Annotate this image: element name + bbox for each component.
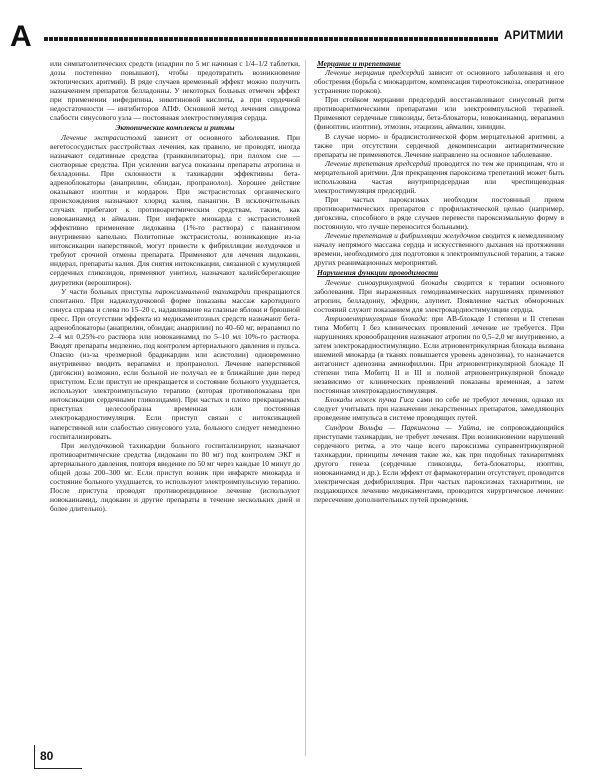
paragraph: Блокады ножек пучка Гиса сами по себе не требуют лечения, однако их следует учитывать при назначении лекарственных препаратов, замедляющих проведение импульса в системе проводящих путей.	[314, 395, 564, 423]
paragraph: При желудочковой тахикардии больного госпитализируют, назначают противоаритмические средства (лидокаин по 80 мг) под контролем ЭКГ и артериального давления, повторя введение по 50 мг через каждые 10 минут до общей дозы 200–300 мг. Если приступ возник при инфаркте миокарда и состояние больного ухудшается, то используют электроимпульсную терапию. После приступа проводят противорецидивное лечение (используют новокаинамид, лидокаин и другие препараты в течение нескольких дней и более длительно).	[50, 440, 300, 514]
header-rule	[44, 37, 498, 41]
term: пароксизмальной тахикардии	[155, 286, 251, 296]
running-title: АРИТМИИ	[504, 30, 564, 42]
paragraph: Лечение синоаурикулярной блокады сводится к терапии основного заболевания. При выраженных гемодинамических нарушениях применяют атропин, белладонну, эфедрин, алупент. Появление частых обморочных состояний служит показанием для электрокардиостимуляции сердца.	[314, 277, 564, 314]
left-column	[50, 59, 300, 759]
paragraph: Лечение трепетания предсердий проводится по тем же принципам, что и мерцательной аритмии. Для прекращения пароксизма трепетаний может быть использована частая внутрипредсердная или чреспищеводная электростимуляция предсердий.	[314, 158, 564, 195]
term: Синдром Вольфа — Паркинсона — Уайта	[325, 422, 480, 432]
paragraph: Лечение мерцания предсердий зависит от основного заболевания и его обострения (борьба с миокардитом, компенсация тиреотоксикоза, оперативное устранение пороков).	[314, 68, 564, 96]
term: Лечение трепетания и фибрилляции желудочков	[325, 231, 481, 241]
section-heading-fibrillation: Мерцание и трепетание	[317, 59, 401, 68]
footer-rule	[34, 768, 82, 769]
term: Атриовентрикулярная блокада	[325, 313, 426, 323]
column-divider	[305, 60, 306, 756]
paragraph: При частых пароксизмах необходим постоянный прием противоаритмических препаратов с профилактической целью (например, дигоксина, способного в ряде случаев перевести пароксизмальную форму в постоянную, что лучше переносится больными).	[314, 194, 564, 232]
section-heading-conduction: Нарушения функции проводимости	[317, 268, 439, 278]
paragraph: У части больных приступы пароксизмальной тахикардии прекращаются спонтанно. При наджелудочковой форме показаны массаж каротидного синуса справа и слева по 15–20 с, надавливание на глазные яблоки и брюшной пресс. При отсутствии эффекта из медикаментозных средств назначают бета-адреноблокаторы (анаприлин, обзидан; анаприлин) по 40–60 мг, верапамил по 2–4 мл 0,25%-го раствора или новокаинамид по 5–10 мл 10%-го раствора. Вводят препараты медленно, под контролем артериального давления и пульса. Опасно (из-за чрезмерной брадикардии или асистолии) одновременно внутривенно вводить верапамил и пропранолол. Лечение наперстянкой (дигоксин) возможно, если больной не получал ее в ближайшие дни перед приступом. Если приступ не прекращается и состояние больного ухудшается, используют электроимпульсную терапию (которая противопоказана при интоксикации сердечными гликозидами). При частых и плохо прекращаемых приступах целесообразна временная или постоянная электрокардиостимуляция. Если приступ связан с интоксикацией наперстянкой или слабостью синусового узла, больного следует немедленно госпитализировать.	[50, 286, 300, 441]
paragraph: При стойком мерцании предсердий восстанавливают синусовый ритм противоаритмическими препаратами или электроимпульсной терапией. Применяют сердечные гликозиды, бета-блокаторы, новокаинамид, верапамил (финоптин, изоптин), этмозин, этацизин, аймалин, хинидин.	[314, 95, 564, 132]
term: Лечение трепетания предсердий	[325, 158, 431, 168]
paragraph: В случае нормо- и брадисистолической форм мерцательной аритмии, а также при отсутствии сердечной декомпенсации антиаритмические препараты не применяются. Лечение направлено на основное заболевание.	[314, 131, 564, 159]
paragraph: или симпатолитических средств (изадрин по 5 мг начиная с 1/4–1/2 таблетки, дозы постепенно повышают), чтобы предотвратить возникновение эктопических аритмий). В ряде случаев временный эффект можно получить назначением препаратов белладонны. У некоторых больных отмечен эффект при применении нифедипина, никотиновой кислоты, а при сердечной недостаточности — ингибиторов АПФ. Основной метод лечения синдрома слабости синусового узла — постоянная электростимуляция сердца.	[50, 59, 300, 123]
right-column	[314, 59, 564, 759]
term: Лечение экстрасистолий	[61, 132, 147, 142]
paragraph: Синдром Вольфа — Паркинсона — Уайта, не сопровождающийся приступами тахикардии, не требует лечения. При возникновении нарушений сердечного ритма, а это чаще всего пароксизмы суправентрикулярной тахикардии, принципы лечения такие же, как при подобных тахиаритмиях другого генеза (сердечные гликозиды, бета-блокаторы, изоптин, новокаинамид и др.). Если эффект от фармакотерапии отсутствует, проводится электрическая дефибрилляция. При частых пароксизмах тахиаритмии, не поддающихся лечению медикаментами, проводится хирургическое лечение: пересечение дополнительных путей проведения.	[314, 422, 564, 504]
term: Лечение синоаурикулярной блокады	[325, 277, 448, 287]
term: Блокады ножек пучка Гиса	[325, 395, 415, 405]
term: Лечение мерцания предсердий	[325, 68, 425, 78]
section-letter: А	[10, 20, 32, 53]
paragraph: Лечение трепетания и фибрилляции желудочков сводится к немедленному началу непрямого массажа сердца и искусственного дыхания на протяжении времени, необходимого для подготовки к электроимпульсной терапии, а также других реанимационных мероприятий.	[314, 231, 564, 268]
paragraph: Лечение экстрасистолий зависит от основного заболевания. При вегетососудистых расстройствах лечения, как правило, не проводят, иногда назначают седативные средства (транквилизаторы), при плохом сне — снотворные средства. При усилении вагуса показаны препараты атропина и белладонны. При склонности к тахикардии эффективны бета-адреноблокаторы (анаприлин, обзидан, пропранолол). Хорошее действие оказывают изоптин и кордарон. При экстрасистолах органического происхождения назначают хлорид калия, панангин. В исключительных случаях прибегают к противоаритмическим средствам, таким, как новокаинамид и аймалин. При инфаркте миокарда с экстрасистолией эффективно применение лидокаина (1%-го раствора) с панангином внутривенно капельно. Политопные экстрасистолы, возникающие из-за интоксикации наперстянкой, могут привести к фибрилляции желудочков и требуют срочной отмены препарата. Применяют для лечения лидокаин, индерал, препараты калия. Для снятия интоксикации, связанной с кумуляцией сердечных гликозидов, применяют унитиол, назначают калийсберегающие диуретики (верошпирон).	[50, 132, 300, 287]
paragraph: Атриовентрикулярная блокада: при АВ-блокаде I степени и II степени типа Мобитц I без клинических проявлений лечение не требуется. При нарушениях кровообращения назначают атропин по 0,5–2,0 мг внутривенно, а затем электрокардиостимуляцию. Если атриовентрикулярная блокада вызвана ишемией миокарда (в тканях повышается уровень аденозина), то назначается антагонист аденозина аминофиллин. При атриовентрикулярной блокаде II степени типа Мобитц II и III и полной атриовентрикулярной блокаде независимо от клинических проявлений показаны временная, а затем постоянная электрокардиостимуляция.	[314, 313, 564, 396]
section-heading-ectopic: Эктопические комплексы и ритмы	[115, 123, 235, 133]
footer-rule-vertical	[34, 745, 35, 769]
page-number: 80	[40, 749, 54, 763]
